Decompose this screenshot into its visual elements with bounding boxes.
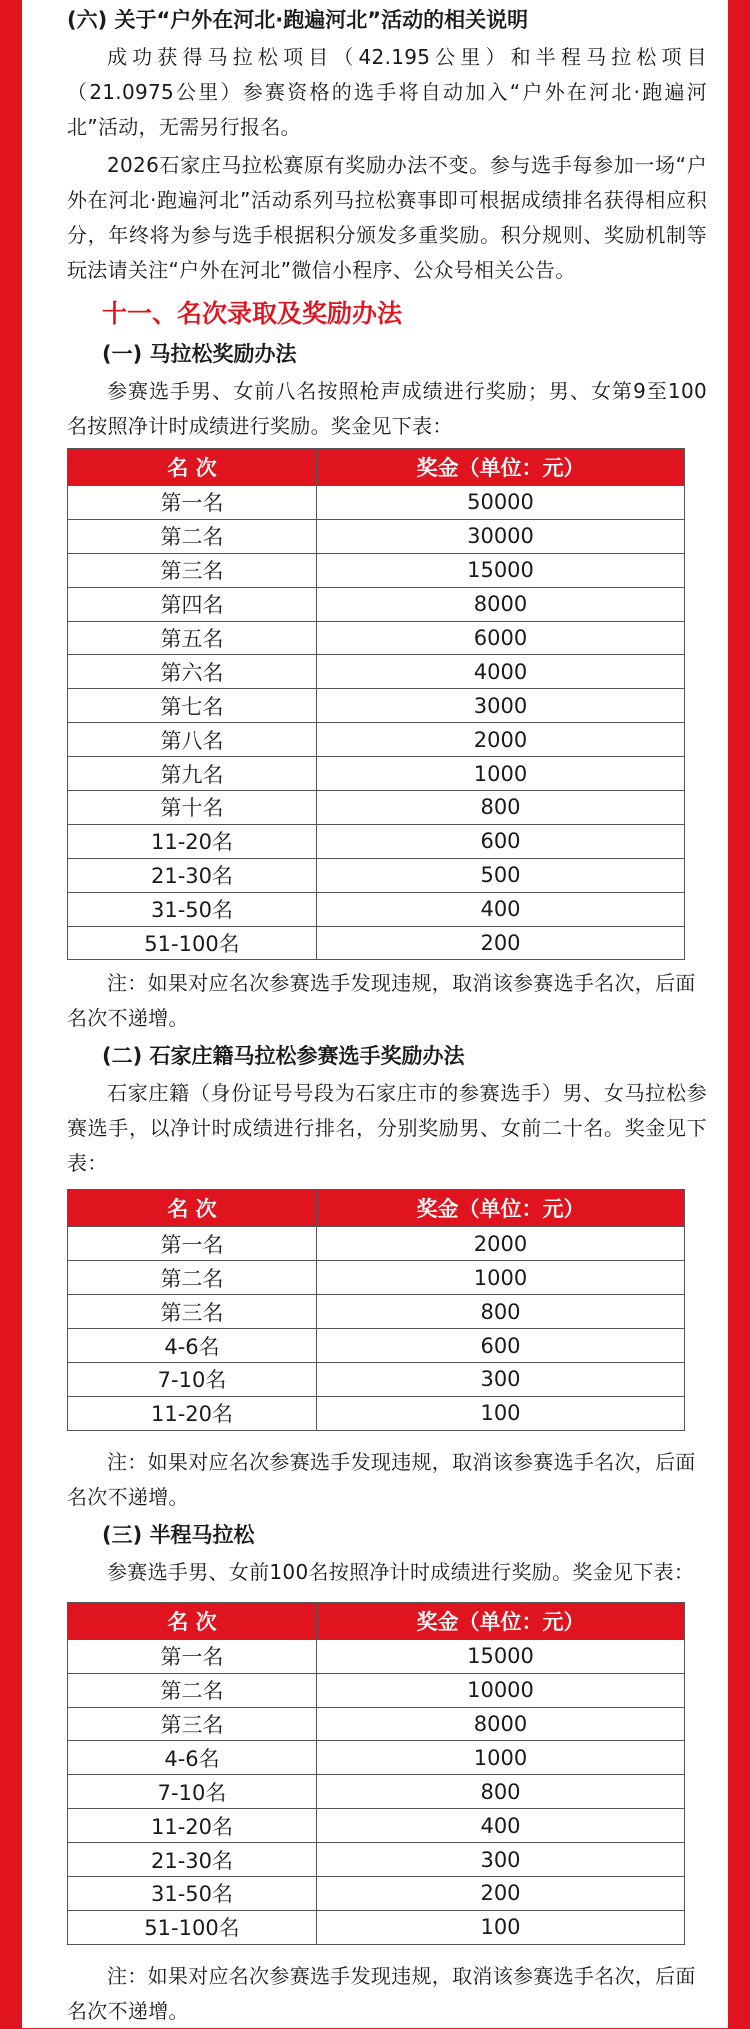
- rank-column-header: 名 次: [68, 1190, 317, 1227]
- local-note: 注：如果对应名次参赛选手发现违规，取消该参赛选手名次，后面名次不递增。: [67, 1449, 696, 1509]
- prize-cell: 30000: [317, 519, 685, 553]
- prize-cell: 2000: [317, 723, 685, 757]
- table-row: [68, 892, 685, 926]
- rank-cell: 4-6名: [68, 1329, 317, 1363]
- rank-cell: 11-20名: [68, 1809, 317, 1843]
- prize-cell: 10000: [317, 1673, 685, 1707]
- table-row: [68, 926, 685, 960]
- rank-cell: 第四名: [68, 587, 317, 621]
- table-row: [68, 621, 685, 655]
- document-content: [67, 0, 707, 2029]
- prize-cell: 1000: [317, 1261, 685, 1295]
- rank-cell: 第三名: [68, 553, 317, 587]
- rank-cell: 第一名: [68, 1227, 317, 1261]
- rank-cell: 第九名: [68, 757, 317, 791]
- rank-cell: 21-30名: [68, 1843, 317, 1877]
- prize-cell: 6000: [317, 621, 685, 655]
- table-header-row: [68, 1190, 685, 1227]
- table-header-row: [68, 1602, 685, 1639]
- table-row: [68, 1396, 685, 1430]
- rank-cell: 第三名: [68, 1295, 317, 1329]
- table-row: [68, 486, 685, 520]
- prize-column-header: 奖金（单位：元）: [317, 449, 685, 486]
- rank-cell: 第十名: [68, 791, 317, 825]
- prize-cell: 1000: [317, 1741, 685, 1775]
- rank-cell: 第一名: [68, 1639, 317, 1673]
- table-row: [68, 1877, 685, 1911]
- prize-cell: 1000: [317, 757, 685, 791]
- table-row: [68, 1261, 685, 1295]
- prize-cell: 8000: [317, 1707, 685, 1741]
- table-row: [68, 757, 685, 791]
- table-row: [68, 655, 685, 689]
- table-row: [68, 858, 685, 892]
- prize-cell: 600: [317, 824, 685, 858]
- section-6-paragraph-1: 成功获得马拉松项目（42.195公里）和半程马拉松项目（21.0975公里）参赛资格的选手将自动加入“户外在河北·跑遍河北”活动，无需另行报名。: [67, 45, 707, 139]
- prize-cell: 600: [317, 1329, 685, 1363]
- prize-cell: 800: [317, 1295, 685, 1329]
- table-row: [68, 1295, 685, 1329]
- table-row: [68, 1809, 685, 1843]
- section-11-title: 十一、名次录取及奖励办法: [102, 299, 403, 328]
- marathon-prize-table: [67, 448, 685, 960]
- table-row: [68, 1775, 685, 1809]
- rank-column-header: 名 次: [68, 449, 317, 486]
- rank-cell: 11-20名: [68, 824, 317, 858]
- prize-cell: 300: [317, 1843, 685, 1877]
- rank-cell: 7-10名: [68, 1363, 317, 1397]
- section-6-paragraph-2: 2026石家庄马拉松赛原有奖励办法不变。参与选手每参加一场“户外在河北·跑遍河北”活动系列马拉松赛事即可根据成绩排名获得相应积分，年终将为参与选手根据积分颁发多重奖励。积分规则、奖励机制等玩法请关注“户外在河北”微信小程序、公众号相关公告。: [67, 153, 707, 282]
- prize-cell: 2000: [317, 1227, 685, 1261]
- table-row: [68, 1707, 685, 1741]
- rank-cell: 4-6名: [68, 1741, 317, 1775]
- marathon-description: 参赛选手男、女前八名按照枪声成绩进行奖励；男、女第9至100名按照净计时成绩进行奖励。奖金见下表：: [67, 379, 707, 438]
- half-marathon-prize-table: [67, 1602, 685, 1945]
- table-row: [68, 519, 685, 553]
- table-row: [68, 689, 685, 723]
- rank-cell: 51-100名: [68, 926, 317, 960]
- rank-cell: 31-50名: [68, 892, 317, 926]
- rank-cell: 第二名: [68, 1673, 317, 1707]
- prize-cell: 800: [317, 791, 685, 825]
- table-row: [68, 1843, 685, 1877]
- table-row: [68, 1673, 685, 1707]
- table-row: [68, 1363, 685, 1397]
- prize-cell: 300: [317, 1363, 685, 1397]
- rank-cell: 第二名: [68, 1261, 317, 1295]
- prize-cell: 100: [317, 1910, 685, 1944]
- rank-cell: 7-10名: [68, 1775, 317, 1809]
- rank-cell: 第七名: [68, 689, 317, 723]
- table-header-row: [68, 449, 685, 486]
- rank-cell: 第五名: [68, 621, 317, 655]
- table-row: [68, 553, 685, 587]
- rank-cell: 第六名: [68, 655, 317, 689]
- local-description: 石家庄籍（身份证号号段为石家庄市的参赛选手）男、女马拉松参赛选手，以净计时成绩进行排名，分别奖励男、女前二十名。奖金见下表：: [67, 1081, 707, 1176]
- rank-cell: 第一名: [68, 486, 317, 520]
- prize-cell: 800: [317, 1775, 685, 1809]
- table-row: [68, 1227, 685, 1261]
- rank-cell: 第八名: [68, 723, 317, 757]
- prize-cell: 100: [317, 1396, 685, 1430]
- rank-cell: 第二名: [68, 519, 317, 553]
- prize-cell: 8000: [317, 587, 685, 621]
- table-row: [68, 1639, 685, 1673]
- prize-cell: 500: [317, 858, 685, 892]
- document-card: [22, 0, 728, 2028]
- prize-cell: 400: [317, 892, 685, 926]
- half-marathon-description: 参赛选手男、女前100名按照净计时成绩进行奖励。奖金见下表：: [107, 1559, 695, 1584]
- prize-column-header: 奖金（单位：元）: [317, 1190, 685, 1227]
- marathon-title: (一) 马拉松奖励办法: [102, 342, 297, 366]
- table-row: [68, 723, 685, 757]
- prize-cell: 4000: [317, 655, 685, 689]
- half-marathon-note: 注：如果对应名次参赛选手发现违规，取消该参赛选手名次，后面名次不递增。: [67, 1963, 696, 2023]
- half-marathon-title: (三) 半程马拉松: [102, 1522, 255, 1547]
- table-row: [68, 587, 685, 621]
- prize-cell: 3000: [317, 689, 685, 723]
- rank-column-header: 名 次: [68, 1602, 317, 1639]
- rank-cell: 第三名: [68, 1707, 317, 1741]
- prize-cell: 400: [317, 1809, 685, 1843]
- marathon-note: 注：如果对应名次参赛选手发现违规，取消该参赛选手名次，后面名次不递增。: [67, 971, 696, 1031]
- rank-cell: 11-20名: [68, 1396, 317, 1430]
- table-row: [68, 824, 685, 858]
- table-row: [68, 791, 685, 825]
- prize-column-header: 奖金（单位：元）: [317, 1602, 685, 1639]
- local-title: (二) 石家庄籍马拉松参赛选手奖励办法: [102, 1044, 465, 1069]
- prize-cell: 50000: [317, 486, 685, 520]
- rank-cell: 21-30名: [68, 858, 317, 892]
- table-row: [68, 1910, 685, 1944]
- table-row: [68, 1741, 685, 1775]
- prize-cell: 15000: [317, 1639, 685, 1673]
- local-prize-table: [67, 1189, 685, 1430]
- table-row: [68, 1329, 685, 1363]
- rank-cell: 51-100名: [68, 1910, 317, 1944]
- section-6-title: (六) 关于“户外在河北·跑遍河北”活动的相关说明: [67, 8, 529, 32]
- prize-cell: 200: [317, 926, 685, 960]
- rank-cell: 31-50名: [68, 1877, 317, 1911]
- prize-cell: 15000: [317, 553, 685, 587]
- prize-cell: 200: [317, 1877, 685, 1911]
